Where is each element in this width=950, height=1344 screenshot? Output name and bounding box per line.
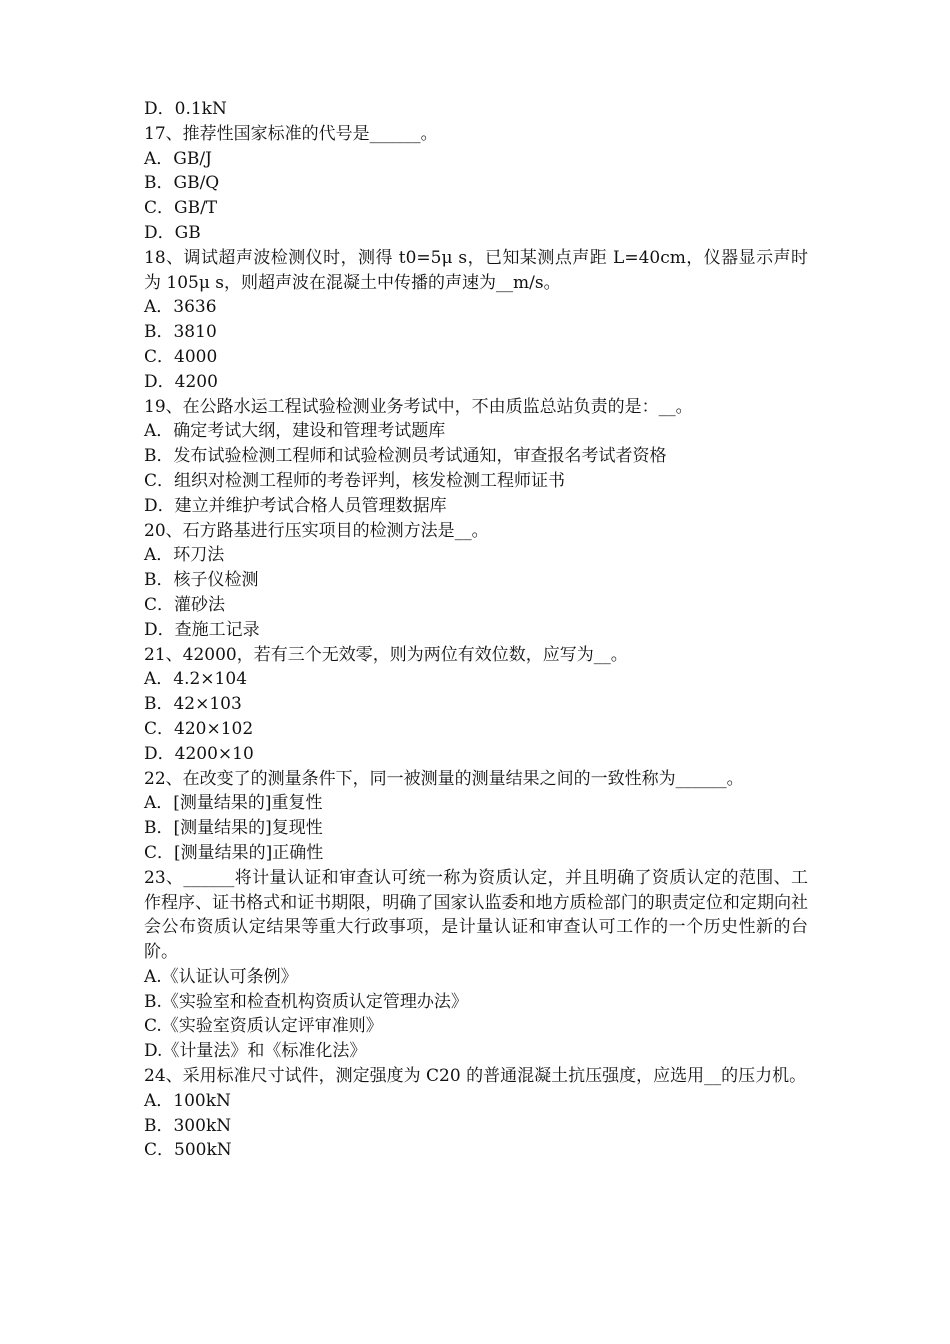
option-line: D．查施工记录 [144,619,260,640]
option-line: B．发布试验检测工程师和试验检测员考试通知，审查报名考试者资格 [144,446,667,467]
option-line: C．4000 [144,346,218,367]
option-line: A．100kN [144,1090,231,1111]
option-line: D．4200×10 [144,743,254,764]
option-line: B．3810 [144,322,217,343]
option-line: D．4200 [144,371,218,392]
option-line: C．500kN [144,1140,232,1161]
option-line: B.《实验室和检查机构资质认定管理办法》 [144,991,468,1012]
option-line: D．0.1kN [144,99,227,119]
exam-text-body [144,97,808,1163]
option-line: A．4.2×104 [144,669,248,690]
option-line: C．420×102 [144,718,254,739]
question-line: 19、在公路水运工程试验检测业务考试中，不由质监总站负责的是：__。 [144,396,693,417]
question-line: 21、42000，若有三个无效零，则为两位有效位数，应写为__。 [144,644,628,665]
question-line: 23、______将计量认证和审查认可统一称为资质认定，并且明确了资质认定的范围、工作程序、证书格式和证书期限，明确了国家认监委和地方质检部门的职责定位和定期向社会公布资质认定结果等重大行政事项，是计量认证和审查认可工作的一个历史性新的台阶。 [144,867,808,963]
option-line: B．GB/Q [144,173,220,194]
option-line: B．[测量结果的]复现性 [144,818,323,839]
option-line: A．环刀法 [144,545,225,566]
option-line: C．GB/T [144,198,218,219]
option-line: A．确定考试大纲，建设和管理考试题库 [144,421,446,442]
option-line: D．GB [144,222,201,243]
option-line: A．[测量结果的]重复性 [144,793,323,814]
option-line: C．灌砂法 [144,594,226,615]
option-line: A.《认证认可条例》 [144,966,298,987]
option-line: B．42×103 [144,694,242,715]
question-line: 22、在改变了的测量条件下，同一被测量的测量结果之间的一致性称为______。 [144,768,744,789]
option-line: A．3636 [144,297,217,318]
option-line: C．[测量结果的]正确性 [144,842,324,863]
question-line: 17、推荐性国家标准的代号是______。 [144,123,438,144]
option-line: A．GB/J [144,148,212,169]
question-line: 24、采用标准尺寸试件，测定强度为 C20 的普通混凝土抗压强度，应选用__的压力机。 [144,1066,807,1087]
option-line: B．300kN [144,1115,232,1136]
option-line: D.《计量法》和《标准化法》 [144,1041,367,1062]
question-line: 20、石方路基进行压实项目的检测方法是__。 [144,520,489,541]
option-line: D．建立并维护考试合格人员管理数据库 [144,495,447,516]
option-line: C．组织对检测工程师的考卷评判，核发检测工程师证书 [144,470,566,491]
question-line: 18、调试超声波检测仪时，测得 t0=5μ s，已知某测点声距 L=40cm，仪器显示声时为 105μ s，则超声波在混凝土中传播的声速为__m/s。 [144,247,808,293]
option-line: C.《实验室资质认定评审准则》 [144,1016,383,1037]
option-line: B．核子仪检测 [144,570,259,591]
